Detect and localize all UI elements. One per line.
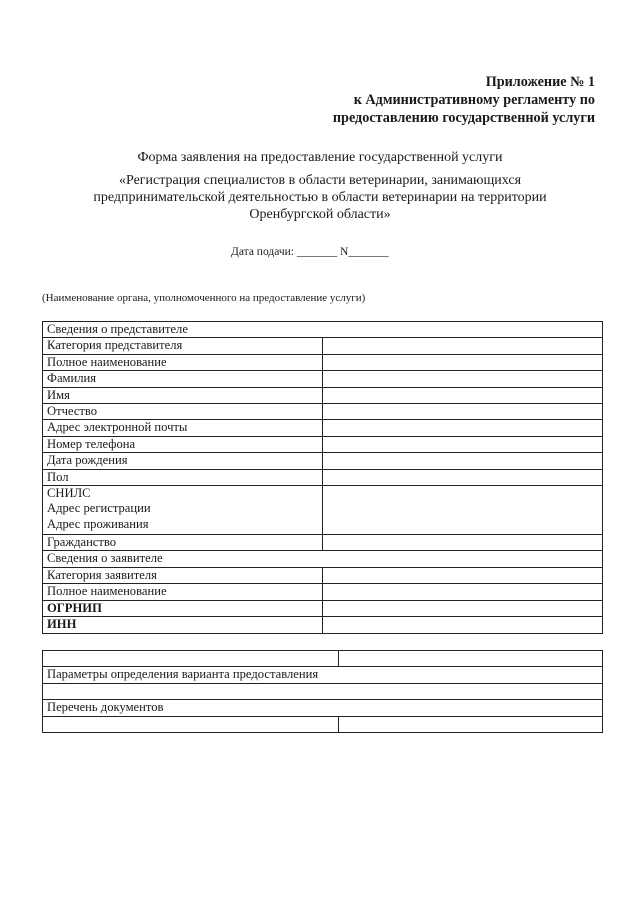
table-row (43, 371, 603, 387)
number-field[interactable]: _______ (348, 246, 389, 258)
surname-label: Фамилия (43, 371, 323, 387)
table-row (43, 338, 603, 354)
full-name-label: Полное наименование (43, 354, 323, 370)
representative-category-value[interactable] (323, 338, 603, 354)
snils-address-value[interactable] (323, 486, 603, 535)
appendix-line-1: Приложение № 1 (485, 74, 595, 90)
table-row (43, 453, 603, 469)
table-row (43, 420, 603, 436)
ogrnip-value[interactable] (323, 600, 603, 616)
section-representative: Сведения о представителе (43, 322, 603, 338)
snils-label: СНИЛС (47, 486, 91, 501)
appendix-line-3: предоставлению государственной услуги (332, 110, 595, 126)
table-row (43, 436, 603, 452)
form-title-3: предпринимательской деятельностью в области ветеринарии на территории (93, 190, 547, 205)
inn-label: ИНН (43, 617, 323, 633)
table-row (43, 683, 603, 699)
registration-address-label: Адрес регистрации (47, 501, 151, 516)
table-row (43, 551, 603, 567)
table-row (43, 600, 603, 616)
surname-value[interactable] (323, 371, 603, 387)
email-value[interactable] (323, 420, 603, 436)
ogrnip-label: ОГРНИП (43, 600, 323, 616)
applicant-full-name-label: Полное наименование (43, 584, 323, 600)
residence-address-label: Адрес проживания (47, 516, 149, 531)
table-row (43, 567, 603, 583)
birth-date-label: Дата рождения (43, 453, 323, 469)
table-row (43, 404, 603, 420)
form-title-1: Форма заявления на предоставление государственной услуги (137, 150, 503, 165)
first-name-value[interactable] (323, 387, 603, 403)
form-title-2: «Регистрация специалистов в области ветеринарии, занимающихся (118, 173, 522, 188)
representative-category-label: Категория представителя (43, 338, 323, 354)
patronymic-value[interactable] (323, 404, 603, 420)
document-cell-right[interactable] (339, 716, 603, 732)
number-label: N (340, 246, 349, 258)
date-label: Дата подачи: (231, 246, 294, 258)
section-applicant: Сведения о заявителе (43, 551, 603, 567)
date-field[interactable]: _______ (296, 246, 338, 258)
org-note: (Наименование органа, уполномоченного на предоставление услуги) (42, 292, 366, 304)
patronymic-label: Отчество (43, 404, 323, 420)
submission-line (231, 246, 389, 258)
table-row (43, 387, 603, 403)
full-name-value[interactable] (323, 354, 603, 370)
table-row (43, 584, 603, 600)
table-row (43, 469, 603, 485)
variant-params-label: Параметры определения варианта предоставления (43, 667, 603, 683)
blank-cell-right[interactable] (339, 651, 603, 667)
table-row (43, 354, 603, 370)
table-row (43, 535, 603, 551)
applicant-category-value[interactable] (323, 567, 603, 583)
variant-table (42, 650, 603, 733)
phone-value[interactable] (323, 436, 603, 452)
gender-label: Пол (43, 469, 323, 485)
table-row (43, 651, 603, 667)
birth-date-value[interactable] (323, 453, 603, 469)
email-label: Адрес электронной почты (43, 420, 323, 436)
table-row (43, 486, 603, 535)
gender-value[interactable] (323, 469, 603, 485)
table-row (43, 667, 603, 683)
representative-table (42, 321, 603, 634)
blank-cell-left[interactable] (43, 651, 339, 667)
applicant-full-name-value[interactable] (323, 584, 603, 600)
form-title-4: Оренбургской области» (249, 207, 391, 222)
document-cell-left[interactable] (43, 716, 339, 732)
table-row (43, 322, 603, 338)
documents-list-label: Перечень документов (43, 700, 603, 716)
table-row (43, 700, 603, 716)
table-row (43, 617, 603, 633)
first-name-label: Имя (43, 387, 323, 403)
citizenship-value[interactable] (323, 535, 603, 551)
appendix-header (333, 73, 595, 127)
table-row (43, 716, 603, 732)
inn-value[interactable] (323, 617, 603, 633)
variant-params-value[interactable] (43, 683, 603, 699)
snils-address-cell (43, 486, 323, 535)
phone-label: Номер телефона (43, 436, 323, 452)
applicant-category-label: Категория заявителя (43, 567, 323, 583)
appendix-line-2: к Административному регламенту по (353, 92, 595, 108)
citizenship-label: Гражданство (43, 535, 323, 551)
